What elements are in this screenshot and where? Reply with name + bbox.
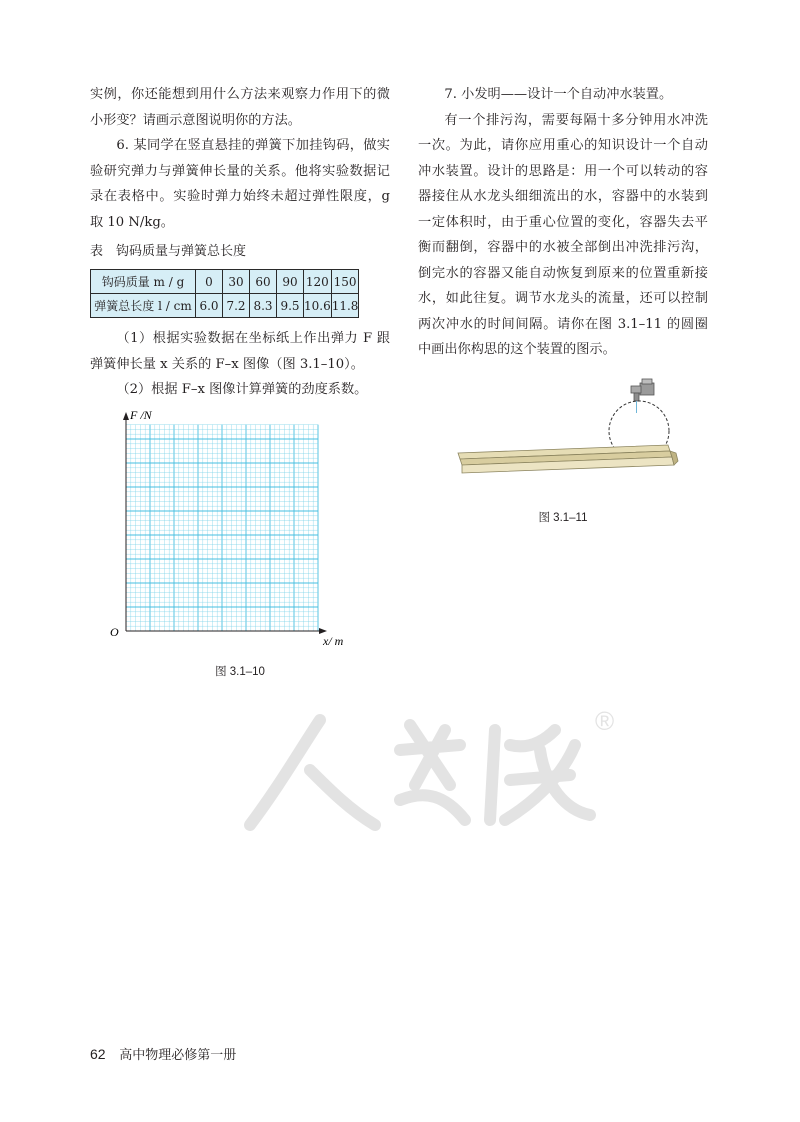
table-header-mass: 钩码质量 m / g (91, 270, 196, 294)
faucet-icon (631, 379, 654, 413)
page-number: 62 (90, 1046, 106, 1062)
y-axis-label: F /N (130, 408, 152, 422)
table-cell: 150 (331, 270, 359, 294)
y-axis-arrow-icon (123, 412, 129, 420)
table-cell: 60 (250, 270, 277, 294)
origin-label: O (110, 624, 119, 639)
table-row (91, 294, 359, 318)
table-cell: 90 (277, 270, 304, 294)
data-table (90, 269, 359, 318)
figure-caption-3-1-10: 图 3.1–10 (215, 665, 265, 678)
x-axis-label: x/ m (323, 633, 344, 648)
problem-7-title: 7. 小发明——设计一个自动冲水装置。 (444, 87, 673, 102)
table-cell: 6.0 (196, 294, 223, 318)
faucet-figure (418, 373, 708, 503)
paragraph-top: 实例，你还能想到用什么方法来观察力作用下的微小形变？请画示意图说明你的方法。 (90, 87, 390, 128)
table-row (91, 270, 359, 294)
table-header-length: 弹簧总长度 l / cm (91, 294, 196, 318)
table-cell: 9.5 (277, 294, 304, 318)
graph-paper-figure (90, 409, 390, 649)
question-1: （1）根据实验数据在坐标纸上作出弹力 F 跟弹簧伸长量 x 关系的 F–x 图像（图 3.1–10）。 (90, 331, 390, 372)
book-title: 高中物理必修第一册 (119, 1047, 237, 1062)
table-cell: 8.3 (250, 294, 277, 318)
table-cell: 0 (196, 270, 223, 294)
ditch-icon (458, 445, 678, 473)
figure-caption-3-1-11: 图 3.1–11 (538, 511, 588, 524)
page-footer (90, 1044, 236, 1063)
problem-6: 6. 某同学在竖直悬挂的弹簧下加挂钩码，做实验研究弹力与弹簧伸长量的关系。他将实验数据记录在表格中。实验时弹力始终未超过弹性限度，g 取 10 N/kg。 (90, 138, 390, 230)
registered-mark: ® (595, 706, 615, 736)
right-column (418, 82, 708, 525)
left-column (90, 82, 390, 679)
table-cell: 10.6 (304, 294, 332, 318)
table-cell: 11.8 (331, 294, 359, 318)
table-cell: 7.2 (223, 294, 250, 318)
graph-paper (90, 409, 390, 649)
grid-lines (126, 424, 318, 630)
table-cell: 30 (223, 270, 250, 294)
problem-7-body: 有一个排污沟，需要每隔十多分钟用水冲洗一次。为此，请你应用重心的知识设计一个自动冲水装置。设计的思路是：用一个可以转动的容器接住从水龙头细细流出的水，容器中的水装到一定体积时，由于重心位置的变化，容器失去平衡而翻倒，容器中的水被全部倒出冲洗排污沟，倒完水的容器又能自动恢复到原来的位置重新接水，如此往复。调节水龙头的流量，还可以控制两次冲水的时间间隔。请你在图 3.1–11 的圆圈中画出你构思的这个装置的图示。 (418, 112, 708, 357)
question-2: （2）根据 F–x 图像计算弹簧的劲度系数。 (116, 382, 368, 397)
watermark-logo (210, 690, 630, 840)
table-caption: 表 钩码质量与弹簧总长度 (90, 244, 247, 259)
table-cell: 120 (304, 270, 332, 294)
